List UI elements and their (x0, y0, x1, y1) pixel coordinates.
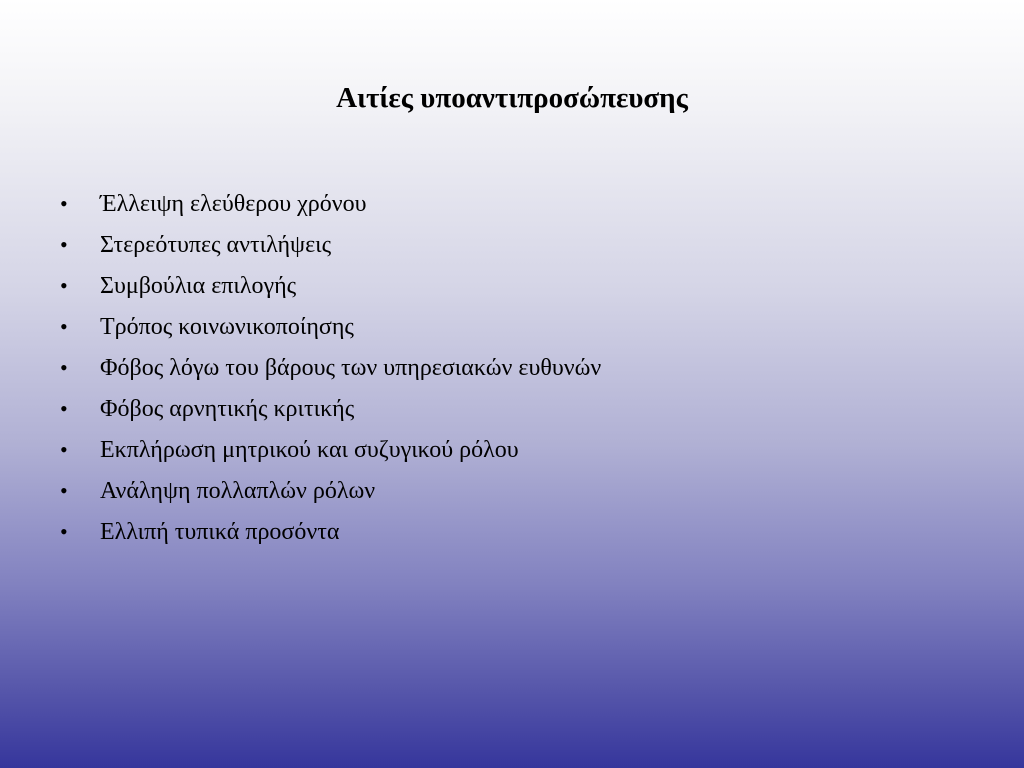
bullet-text: Εκπλήρωση μητρικού και συζυγικού ρόλου (100, 437, 519, 463)
bullet-text: Φόβος αρνητικής κριτικής (100, 396, 355, 422)
bullet-text: Στερεότυπες αντιλήψεις (100, 232, 332, 258)
bullet-text: Ανάληψη πολλαπλών ρόλων (100, 478, 376, 504)
list-item (60, 511, 980, 552)
bullet-icon: • (60, 232, 68, 257)
list-item (60, 470, 980, 511)
list-item (60, 265, 980, 306)
bullet-icon: • (60, 314, 68, 339)
bullet-list (60, 183, 980, 552)
list-item (60, 388, 980, 429)
bullet-icon: • (60, 519, 68, 544)
bullet-text: Φόβος λόγω του βάρους των υπηρεσιακών ευθυνών (100, 355, 602, 381)
slide-title: Αιτίες υποαντιπροσώπευσης (336, 82, 688, 114)
bullet-text: Έλλειψη ελεύθερου χρόνου (100, 191, 367, 217)
bullet-text: Ελλιπή τυπικά προσόντα (100, 519, 340, 545)
list-item (60, 306, 980, 347)
bullet-text: Τρόπος κοινωνικοποίησης (100, 314, 354, 340)
bullet-icon: • (60, 355, 68, 380)
bullet-icon: • (60, 273, 68, 298)
list-item (60, 429, 980, 470)
list-item (60, 183, 980, 224)
list-item (60, 224, 980, 265)
list-item (60, 347, 980, 388)
bullet-icon: • (60, 437, 68, 462)
bullet-text: Συμβούλια επιλογής (100, 273, 297, 299)
bullet-icon: • (60, 191, 68, 216)
bullet-icon: • (60, 396, 68, 421)
bullet-icon: • (60, 478, 68, 503)
